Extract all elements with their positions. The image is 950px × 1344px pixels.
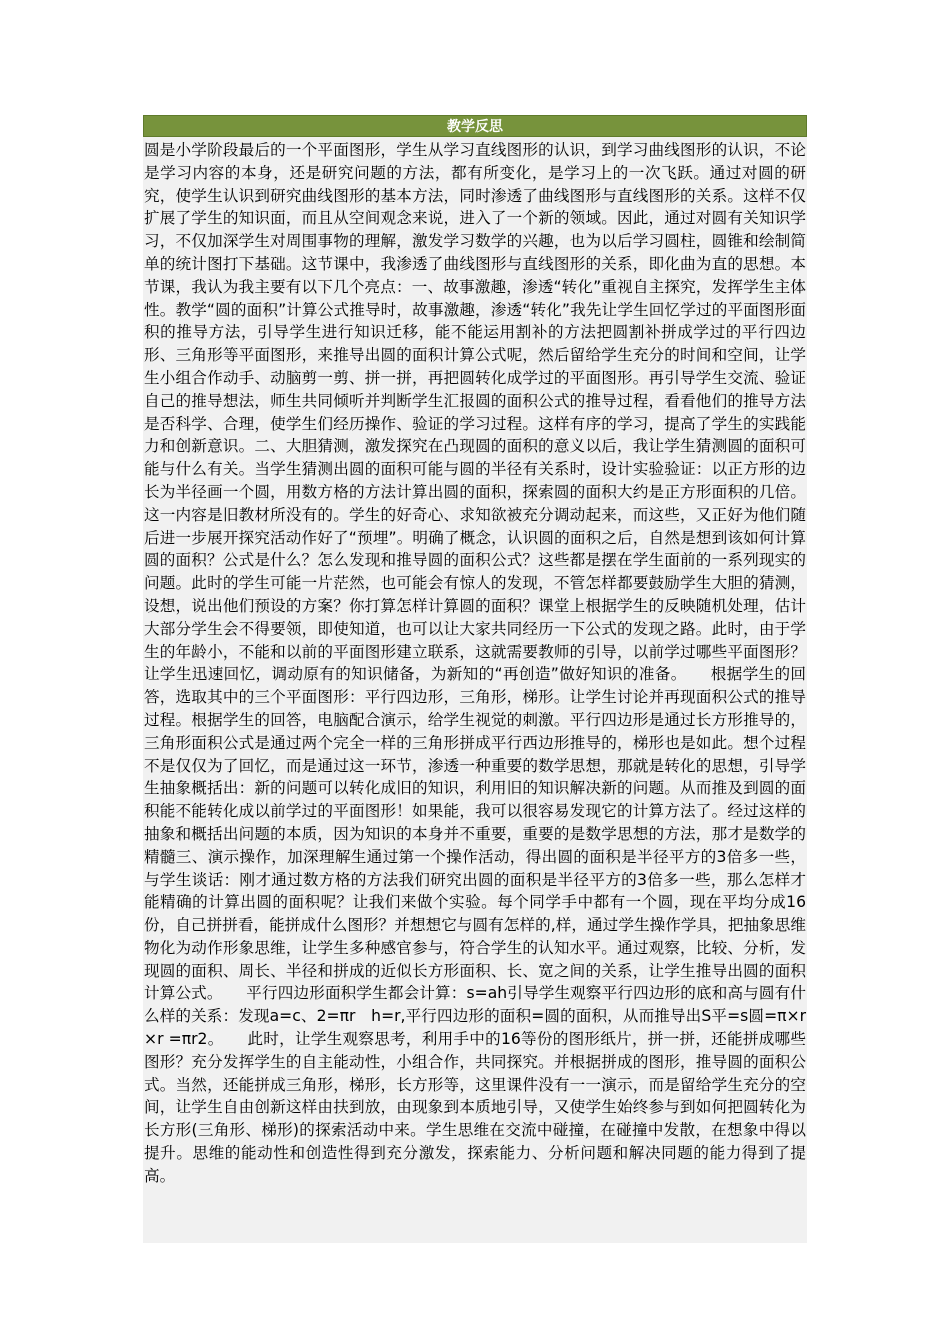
reflection-table (143, 115, 807, 1243)
section-title: 教学反思 (143, 115, 807, 137)
section-body (143, 137, 807, 1243)
section-content: 圆是小学阶段最后的一个平面图形，学生从学习直线图形的认识，到学习曲线图形的认识，不论是学习内容的本身，还是研究问题的方法，都有所变化，是学习上的一次飞跃。通过对圆的研究，使学生认识到研究曲线图形的基本方法，同时渗透了曲线图形与直线图形的关系。这样不仅扩展了学生的知识面，而且从空间观念来说，进入了一个新的领域。因此，通过对圆有关知识学习，不仅加深学生对周围事物的理解，激发学习数学的兴趣，也为以后学习圆柱，圆锥和绘制简单的统计图打下基础。这节课中，我渗透了曲线图形与直线图形的关系，即化曲为直的思想。本节课，我认为我主要有以下几个亮点：一、故事激趣，渗透“转化”重视自主探究，发挥学生主体性。教学“圆的面积”计算公式推导时，故事激趣，渗透“转化”我先让学生回忆学过的平面图形面积的推导方法，引导学生进行知识迁移，能不能运用割补的方法把圆割补拼成学过的平行四边形、三角形等平面图形，来推导出圆的面积计算公式呢，然后留给学生充分的时间和空间，让学生小组合作动手、动脑剪一剪、拼一拼，再把圆转化成学过的平面图形。再引导学生交流、验证自己的推导想法，师生共同倾听并判断学生汇报圆的面积公式的推导过程，看看他们的推导方法是否科学、合理，使学生们经历操作、验证的学习过程。这样有序的学习，提高了学生的实践能力和创新意识。二、大胆猜测，激发探究在凸现圆的面积的意义以后，我让学生猜测圆的面积可能与什么有关。当学生猜测出圆的面积可能与圆的半径有关系时，设计实验验证：以正方形的边长为半径画一个圆，用数方格的方法计算出圆的面积，探索圆的面积大约是正方形面积的几倍。这一内容是旧教材所没有的。学生的好奇心、求知欲被充分调动起来，而这些，又正好为他们随后进一步展开探究活动作好了“预埋”。明确了概念，认识圆的面积之后，自然是想到该如何计算圆的面积？公式是什么？怎么发现和推导圆的面积公式？这些都是摆在学生面前的一系列现实的问题。此时的学生可能一片茫然，也可能会有惊人的发现，不管怎样都要鼓励学生大胆的猜测，设想，说出他们预设的方案？你打算怎样计算圆的面积？课堂上根据学生的反映随机处理，估计大部分学生会不得要领，即使知道，也可以让大家共同经历一下公式的发现之路。此时，由于学生的年龄小，不能和以前的平面图形建立联系，这就需要教师的引导，以前学过哪些平面图形？让学生迅速回忆，调动原有的知识储备，为新知的“再创造”做好知识的准备。 根据学生的回答，选取其中的三个平面图形：平行四边形，三角形，梯形。让学生讨论并再现面积公式的推导过程。根据学生的回答，电脑配合演示，给学生视觉的刺激。平行四边形是通过长方形推导的，三角形面积公式是通过两个完全一样的三角形拼成平行西边形推导的，梯形也是如此。想个过程不是仅仅为了回忆，而是通过这一环节，渗透一种重要的数学思想，那就是转化的思想，引导学生抽象概括出：新的问题可以转化成旧的知识，利用旧的知识解决新的问题。从而推及到圆的面积能不能转化成以前学过的平面图形！如果能，我可以很容易发现它的计算方法了。经过这样的抽象和概括出问题的本质，因为知识的本身并不重要，重要的是数学思想的方法，那才是数学的精髓三、演示操作，加深理解生通过第一个操作活动，得出圆的面积是半径平方的3倍多一些，与学生谈话：刚才通过数方格的方法我们研究出圆的面积是半径平方的3倍多一些，那么怎样才能精确的计算出圆的面积呢？让我们来做个实验。每个同学手中都有一个圆，现在平均分成16份，自己拼拼看，能拼成什么图形？并想想它与圆有怎样的,样，通过学生操作学具，把抽象思维物化为动作形象思维，让学生多种感官参与，符合学生的认知水平。通过观察，比较、分析，发现圆的面积、周长、半径和拼成的近似长方形面积、长、宽之间的关系，让学生推导出圆的面积计算公式。 平行四边形面积学生都会计算：s=ah引导学生观察平行四边形的底和高与圆有什么样的关系：发现a=c、2=πr h=r,平行四边形的面积=圆的面积，从而推导出S平=s圆=π×r×r =πr2。 此时，让学生观察思考，利用手中的16等份的图形纸片，拼一拼，还能拼成哪些图形？充分发挥学生的自主能动性，小组合作，共同探究。并根据拼成的图形，推导圆的面积公式。当然，还能拼成三角形，梯形，长方形等，这里课件没有一一演示，而是留给学生充分的空间，让学生自由创新这样由扶到放，由现象到本质地引导，又使学生始终参与到如何把圆转化为长方形(三角形、梯形)的探索活动中来。学生思维在交流中碰撞，在碰撞中发散，在想象中得以提升。思维的能动性和创造性得到充分激发，探索能力、分析问题和解决同题的能力得到了提高。 (144, 141, 806, 1185)
